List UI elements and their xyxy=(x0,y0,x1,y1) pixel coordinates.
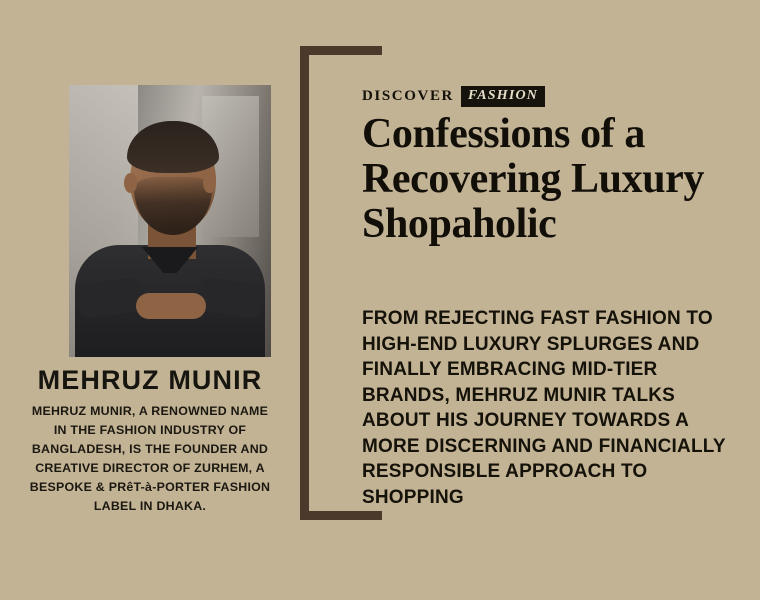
article-deck: FROM REJECTING FAST FASHION TO HIGH-END LUXURY SPLURGES AND FINALLY EMBRACING MID-TIER BRANDS, MEHRUZ MUNIR TALKS ABOUT HIS JOURNEY TOWARDS A MORE DISCERNING AND FINANCIALLY RESPONSIBLE APPROACH TO SHOPPING xyxy=(362,308,726,508)
page-title: Confessions of a Recovering Luxury Shopaholic xyxy=(362,111,704,247)
kicker-badge: FASHION xyxy=(461,86,545,107)
portrait-ear-left xyxy=(124,173,137,193)
portrait-hands xyxy=(136,293,206,319)
subject-name: MEHRUZ MUNIR xyxy=(37,365,263,395)
kicker-primary-label: DISCOVER xyxy=(362,87,454,104)
right-column xyxy=(362,0,760,600)
subject-bio: MEHRUZ MUNIR, A RENOWNED NAME IN THE FASHION INDUSTRY OF BANGLADESH, IS THE FOUNDER AND CREATIVE DIRECTOR OF ZURHEM, A BESPOKE & PRêT-à-PORTER FASHION LABEL IN DHAKA. xyxy=(29,404,271,513)
kicker xyxy=(362,86,545,106)
left-column xyxy=(0,0,300,600)
portrait-ear-right xyxy=(203,173,216,193)
portrait-photo xyxy=(69,85,271,357)
